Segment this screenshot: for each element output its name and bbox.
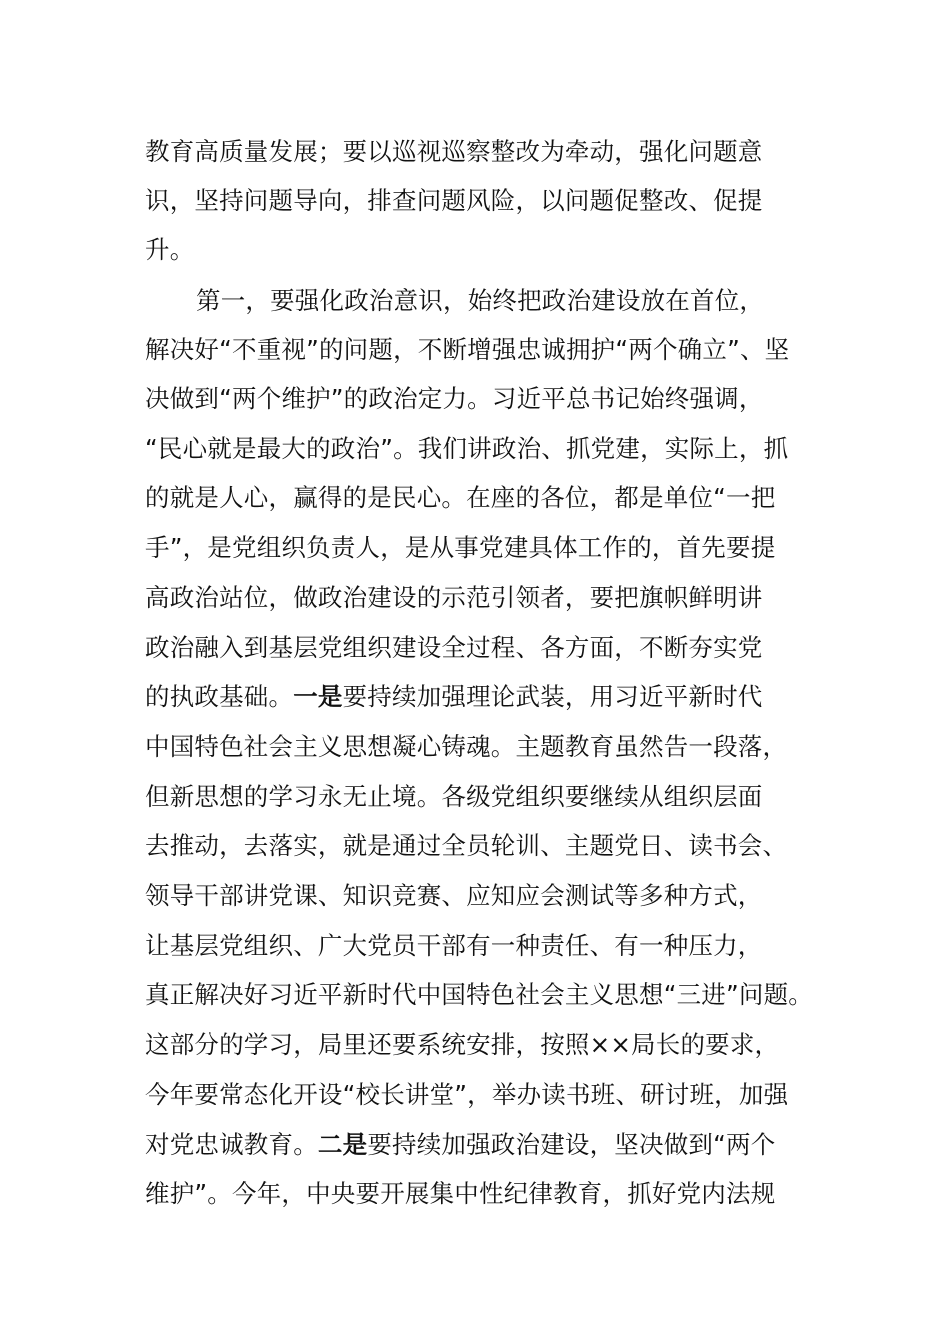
text-line	[145, 583, 763, 613]
text-line	[145, 980, 813, 1010]
text-run: 去推动，去落实，就是通过全员轮训、主题党日、读书会、	[145, 831, 788, 860]
text-run: 中国特色社会主义思想凝心铸魂。主题教育虽然告一段落，	[145, 732, 788, 761]
text-line	[145, 1179, 775, 1209]
text-run: 的就是人心，赢得的是民心。在座的各位，都是单位“一把	[145, 483, 776, 512]
text-line	[145, 384, 764, 414]
bold-marker-yi-shi: 一是	[293, 682, 343, 711]
text-run: 但新思想的学习永无止境。各级党组织要继续从组织层面	[145, 782, 763, 811]
text-run: 这部分的学习，局里还要系统安排，按照××局长的要求，	[145, 1030, 780, 1059]
text-run: 决做到“两个维护”的政治定力。习近平总书记始终强调，	[145, 384, 764, 413]
text-run: 让基层党组织、广大党员干部有一种责任、有一种压力，	[145, 931, 763, 960]
text-line	[145, 732, 787, 762]
text-run: 政治融入到基层党组织建设全过程、各方面，不断夯实党	[145, 633, 763, 662]
text-line	[145, 533, 775, 563]
text-line	[145, 186, 763, 216]
text-line	[145, 881, 763, 911]
text-run: 领导干部讲党课、知识竞赛、应知应会测试等多种方式，	[145, 881, 763, 910]
text-run: 解决好“不重视”的问题，不断增强忠诚拥护“两个确立”、坚	[145, 335, 790, 364]
text-run: 今年要常态化开设“校长讲堂”，举办读书班、研讨班，加强	[145, 1080, 789, 1109]
text-run: 维护”。今年，中央要开展集中性纪律教育，抓好党内法规	[145, 1179, 776, 1208]
text-run: 教育高质量发展；要以巡视巡察整改为牵动，强化问题意	[145, 137, 763, 166]
text-run: 要持续加强政治建设，坚决做到“两个	[367, 1130, 776, 1159]
text-run: 升。	[145, 235, 195, 264]
text-line	[145, 137, 763, 167]
text-line	[145, 434, 788, 464]
text-line	[145, 831, 787, 861]
text-line	[145, 682, 763, 712]
text-run: 真正解决好习近平新时代中国特色社会主义思想“三进”问题。	[145, 980, 813, 1009]
text-line	[145, 235, 194, 265]
text-run: 高政治站位，做政治建设的示范引领者，要把旗帜鲜明讲	[145, 583, 763, 612]
text-run: “民心就是最大的政治”。我们讲政治、抓党建，实际上，抓	[145, 434, 789, 463]
text-run: 第一，要强化政治意识，始终把政治建设放在首位，	[196, 286, 765, 315]
text-line	[145, 483, 775, 513]
bold-marker-er-shi: 二是	[317, 1130, 368, 1159]
text-run: 的执政基础。	[145, 682, 294, 711]
text-run: 识，坚持问题导向，排查问题风险，以问题促整改、促提	[145, 186, 763, 215]
text-line	[145, 1080, 788, 1110]
text-line	[145, 633, 763, 663]
text-run: 手”，是党组织负责人，是从事党建具体工作的，首先要提	[145, 533, 776, 562]
text-run: 对党忠诚教育。	[145, 1130, 318, 1159]
text-run: 要持续加强理论武装，用习近平新时代	[342, 682, 763, 711]
text-line	[145, 782, 763, 812]
text-line	[145, 1130, 775, 1160]
text-line	[145, 1030, 779, 1060]
paragraph-first-line	[196, 286, 764, 316]
text-line	[145, 335, 789, 365]
text-line	[145, 931, 763, 961]
